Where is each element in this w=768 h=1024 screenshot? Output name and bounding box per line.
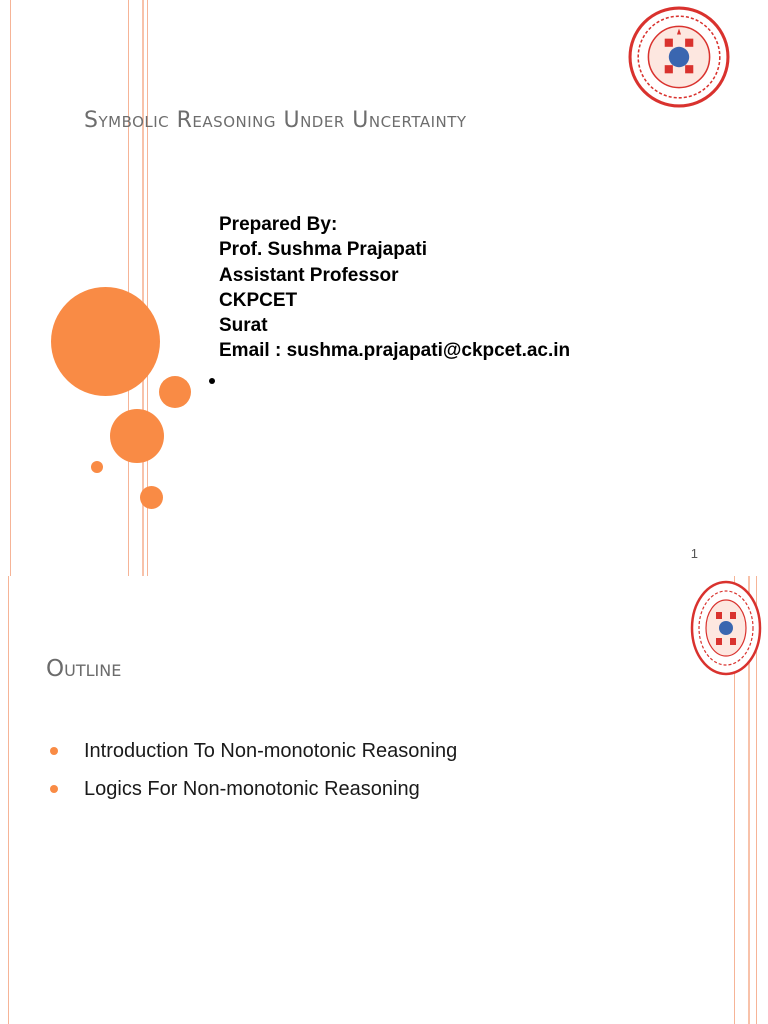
- slide-title: Symbolic Reasoning Under Uncertainty: [84, 108, 467, 133]
- decor-circle-large: [51, 287, 160, 396]
- author-name: Prof. Sushma Prajapati: [219, 239, 428, 261]
- decor-circle-small: [91, 461, 103, 473]
- author-city: Surat: [219, 315, 268, 337]
- list-item: [50, 732, 457, 770]
- author-info: [219, 212, 570, 364]
- college-seal-icon: [690, 580, 762, 676]
- slide-2: [0, 576, 768, 1024]
- decor-line: [128, 0, 129, 576]
- outline-list: [50, 732, 457, 808]
- page-number: 1: [690, 546, 698, 561]
- author-email: Email : sushma.prajapati@ckpcet.ac.in: [219, 340, 571, 362]
- bullet-icon: [50, 747, 58, 755]
- empty-bullet: [209, 378, 215, 384]
- author-role: Assistant Professor: [219, 264, 399, 286]
- list-item: [50, 770, 457, 808]
- list-item-text: Logics For Non-monotonic Reasoning: [84, 777, 420, 800]
- decor-circle: [159, 376, 191, 408]
- decor-circle: [140, 486, 163, 509]
- decor-circle: [110, 409, 164, 463]
- prepared-by-label: Prepared By:: [219, 214, 338, 235]
- list-item-text: Introduction To Non-monotonic Reasoning: [84, 739, 458, 762]
- college-seal-icon: [628, 6, 730, 108]
- bullet-icon: [50, 785, 58, 793]
- decor-line: [8, 576, 9, 1024]
- slide-title: Outline: [46, 656, 122, 682]
- author-institute: CKPCET: [219, 289, 298, 311]
- decor-line: [10, 0, 11, 576]
